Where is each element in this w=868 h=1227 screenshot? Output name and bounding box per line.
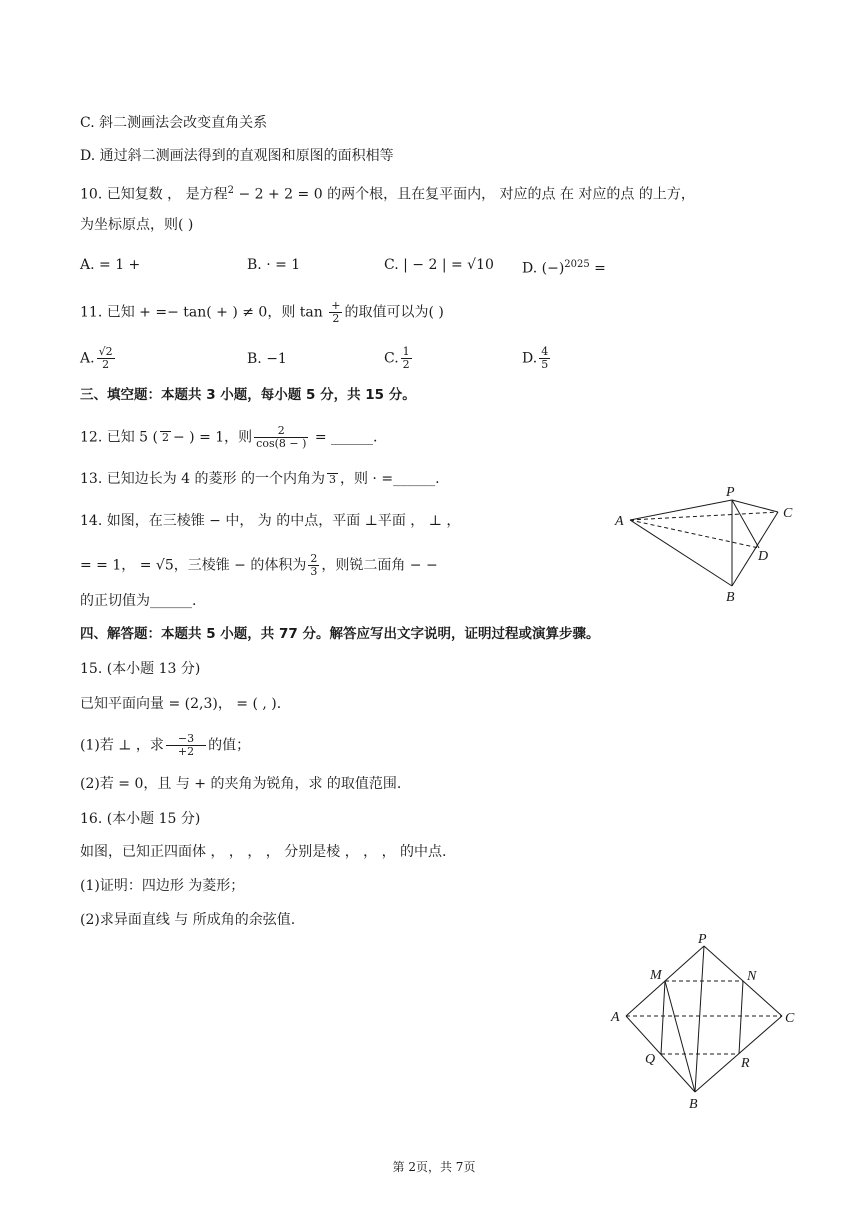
q12-stem	[80, 425, 378, 450]
fig16-label-n: N	[747, 969, 757, 984]
q11-option-d-num: 4	[541, 345, 549, 358]
q16-stem: 如图，已知正四面体 ， ， ， ， 分别是棱 ， ， ， 的中点.	[80, 844, 447, 860]
q11-option-d	[522, 346, 552, 371]
q15-part1-pre: (1)若 ⊥ ，求	[80, 737, 164, 754]
q11-frac	[329, 300, 342, 325]
q12-frac1	[160, 431, 171, 444]
q12-frac1-den: 2	[161, 431, 169, 444]
q15-stem: 已知平面向量 = (2,3)， = ( , ).	[80, 696, 282, 712]
q15-part1-num: −3	[166, 733, 206, 746]
fig16-label-r: R	[741, 1056, 750, 1071]
q15-part1	[80, 733, 250, 758]
q11-frac-den: 2	[332, 312, 340, 325]
fig16-label-a: A	[611, 1010, 620, 1025]
q9-option-d: D. 通过斜二测画法得到的直观图和原图的面积相等	[80, 148, 394, 164]
q11-stem-post: 的取值可以为( )	[344, 304, 444, 321]
fig14-label-d: D	[758, 549, 769, 564]
q11-option-b: B. −1	[247, 351, 287, 367]
q14-line2-post: ，则锐二面角 − −	[321, 557, 438, 574]
q11-option-a-label: A.	[80, 350, 95, 367]
q10-stem-a: 10. 已知复数 ， 是方程	[80, 186, 228, 203]
q11-option-c	[384, 346, 414, 371]
fig14-label-b: B	[726, 590, 735, 604]
q16-part2: (2)求异面直线 与 所成角的余弦值.	[80, 912, 296, 928]
q11-option-a-frac	[97, 346, 115, 371]
fig14-label-a: A	[615, 514, 624, 529]
fig16-label-b: B	[689, 1097, 698, 1110]
q10-stem-b: − 2 + 2 = 0 的两个根，且在复平面内， 对应的点 在 对应的点 的上方，	[234, 186, 695, 203]
q15-part1-den: +2	[177, 745, 195, 758]
q10-stem-line1	[80, 182, 695, 204]
q16-heading: 16. (本小题 15 分)	[80, 811, 201, 827]
q11-option-c-num: 1	[402, 345, 410, 358]
q12-frac2	[254, 425, 308, 450]
q11-option-d-label: D.	[522, 350, 538, 367]
q11-stem-pre: 11. 已知 + =− tan( + ) ≠ 0，则 tan	[80, 304, 323, 321]
q12-pre: 12. 已知 5 (	[80, 429, 158, 446]
q14-stem-line1: 14. 如图，在三棱锥 − 中， 为 的中点，平面 ⊥平面 ， ⊥ ，	[80, 513, 461, 529]
q15-part1-post: 的值；	[208, 737, 251, 754]
fig16-label-q: Q	[645, 1052, 656, 1067]
q14-pyramid-figure	[612, 482, 802, 604]
page-footer: 第 2页，共 7页	[392, 1160, 476, 1174]
q11-option-a	[80, 346, 117, 371]
q15-part2: (2)若 = 0，且 与 + 的夹角为锐角，求 的取值范围.	[80, 776, 402, 792]
q12-frac2-num: 2	[254, 425, 308, 438]
q11-option-d-den: 5	[541, 358, 549, 371]
q13-stem	[80, 470, 440, 488]
q10-option-a: A. = 1 +	[80, 257, 141, 273]
q13-pre: 13. 已知边长为 4 的菱形 的一个内角为	[80, 471, 325, 487]
section-4-heading: 四、解答题：本题共 5 小题，共 77 分。解答应写出文字说明，证明过程或演算步骤。	[80, 626, 600, 642]
q15-heading: 15. (本小题 13 分)	[80, 661, 201, 677]
q10-option-d-exp: 2025	[564, 259, 590, 270]
q11-option-a-den: 2	[102, 358, 110, 371]
q12-frac2-den: cos(8 − )	[256, 437, 307, 450]
q16-part1: (1)证明：四边形 为菱形；	[80, 878, 245, 894]
q14-frac	[308, 553, 319, 578]
q10-option-b: B. · = 1	[247, 257, 301, 273]
q10-exp-2: 2	[227, 185, 234, 196]
q13-frac	[327, 473, 338, 486]
q11-stem	[80, 300, 444, 325]
q10-option-c: C. | − 2 | = √10	[384, 257, 494, 273]
q14-line2-pre: = = 1， = √5，三棱锥 − 的体积为	[80, 557, 307, 574]
fig14-label-c: C	[783, 506, 793, 521]
q14-frac-num: 2	[310, 552, 318, 565]
q10-option-d	[522, 256, 606, 278]
q16-tetrahedron-figure	[606, 930, 806, 1110]
q12-mid: − ) = 1，则	[172, 429, 253, 446]
q15-part1-frac	[166, 733, 206, 758]
q11-option-c-frac	[401, 346, 412, 371]
section-3-heading: 三、填空题：本题共 3 小题，每小题 5 分，共 15 分。	[80, 387, 416, 403]
fig16-label-c: C	[785, 1011, 795, 1026]
q11-option-c-label: C.	[384, 350, 399, 367]
q10-option-d-tail: =	[589, 260, 606, 277]
fig16-label-m: M	[650, 968, 662, 983]
q12-post: = ______.	[310, 429, 378, 446]
q13-frac-den: 3	[328, 472, 336, 486]
q14-frac-den: 3	[310, 565, 318, 578]
q11-option-d-frac	[539, 346, 550, 371]
q11-frac-num: +	[331, 299, 341, 312]
q9-option-c: C. 斜二测画法会改变直角关系	[80, 115, 268, 131]
q10-stem-line2: 为坐标原点，则( )	[80, 217, 194, 233]
q14-stem-line3: 的正切值为______.	[80, 593, 197, 609]
q11-option-a-num: √2	[98, 345, 113, 358]
q11-option-c-den: 2	[402, 358, 410, 371]
fig16-label-p: P	[698, 932, 707, 947]
q10-option-d-base: D. (−)	[522, 260, 565, 277]
fig14-label-p: P	[726, 485, 735, 500]
q14-stem-line2	[80, 553, 438, 578]
q13-post: ，则 · =______.	[339, 471, 440, 487]
